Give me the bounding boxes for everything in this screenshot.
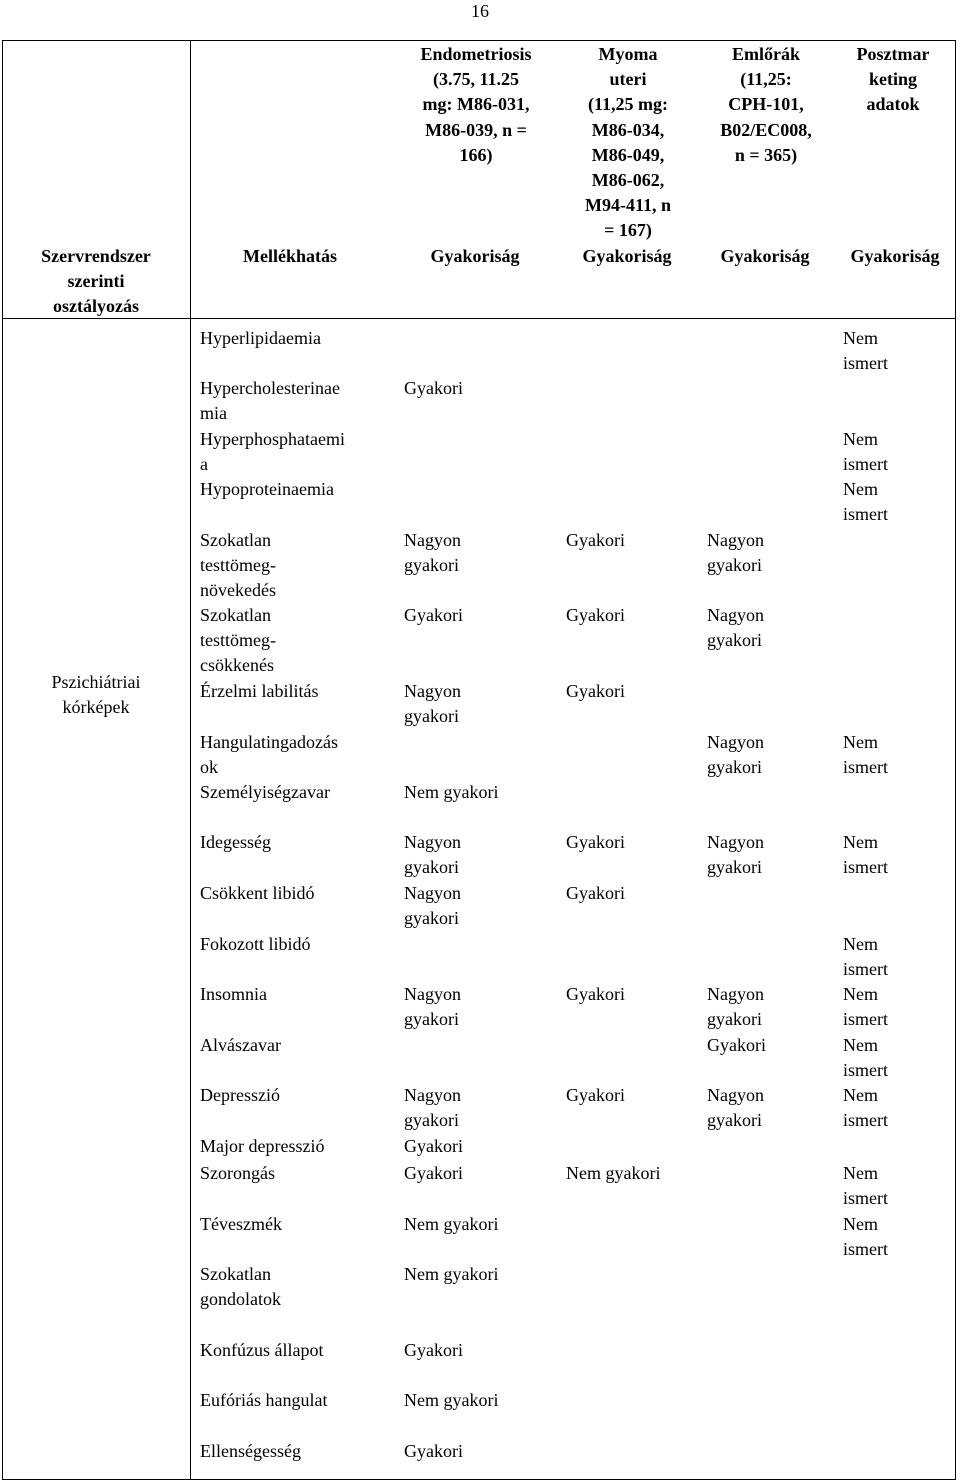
adverse-reaction-name: Ellenségesség	[200, 1441, 301, 1461]
frequency-breast-cancer: Gyakori	[707, 1035, 766, 1055]
frequency-endometriosis: Nagyon gyakori	[404, 883, 461, 929]
frequency-postmarketing: Nem ismert	[843, 1085, 888, 1131]
frequency-breast-cancer: Nagyon gyakori	[707, 984, 764, 1030]
adverse-reaction-name: Hangulatingadozás ok	[200, 732, 338, 778]
frequency-myoma: Gyakori	[566, 883, 625, 903]
frequency-postmarketing: Nem ismert	[843, 1214, 888, 1260]
frequency-myoma: Gyakori	[566, 832, 625, 852]
frequency-endometriosis: Gyakori	[404, 1441, 463, 1461]
frequency-endometriosis: Nagyon gyakori	[404, 984, 461, 1030]
header-postmarketing: Posztmar keting adatok	[856, 44, 930, 115]
frequency-endometriosis: Nem gyakori	[404, 1264, 499, 1284]
frequency-breast-cancer: Nagyon gyakori	[707, 732, 764, 778]
adverse-reaction-name: Hypercholesterinae mia	[200, 378, 340, 424]
adverse-reaction-name: Idegesség	[200, 832, 271, 852]
adverse-reaction-name: Szokatlan testtömeg- növekedés	[200, 530, 276, 601]
adverse-reaction-name: Szokatlan gondolatok	[200, 1264, 281, 1310]
frequency-postmarketing: Nem ismert	[843, 1035, 888, 1081]
frequency-breast-cancer: Nagyon gyakori	[707, 605, 764, 651]
header-myoma-uteri: Myoma uteri (11,25 mg: M86-034, M86-049, M86-062, M94-411, n = 167)	[584, 44, 671, 241]
frequency-myoma: Gyakori	[566, 530, 625, 550]
adverse-reaction-name: Szokatlan testtömeg- csökkenés	[200, 605, 276, 676]
frequency-postmarketing: Nem ismert	[843, 934, 888, 980]
frequency-endometriosis: Gyakori	[404, 1163, 463, 1183]
frequency-myoma: Gyakori	[566, 984, 625, 1004]
adverse-reaction-name: Hyperlipidaemia	[200, 328, 321, 348]
header-frequency-breast: Gyakoriság	[720, 246, 810, 266]
header-organ-class: Szervrendszer szerinti osztályozás	[41, 246, 151, 317]
frequency-postmarketing: Nem ismert	[843, 479, 888, 525]
page-number: 16	[471, 1, 489, 21]
frequency-postmarketing: Nem ismert	[843, 1163, 888, 1209]
adverse-reaction-name: Téveszmék	[200, 1214, 282, 1234]
frequency-endometriosis: Nagyon gyakori	[404, 681, 461, 727]
column-divider	[190, 40, 191, 1480]
frequency-endometriosis: Gyakori	[404, 605, 463, 625]
adverse-reaction-name: Major depresszió	[200, 1136, 325, 1156]
frequency-endometriosis: Nem gyakori	[404, 782, 499, 802]
header-side-effect: Mellékhatás	[243, 246, 337, 266]
adverse-reaction-name: Személyiségzavar	[200, 782, 330, 802]
header-frequency-myoma: Gyakoriság	[582, 246, 672, 266]
frequency-endometriosis: Gyakori	[404, 1136, 463, 1156]
frequency-breast-cancer: Nagyon gyakori	[707, 1085, 764, 1131]
adverse-reaction-name: Eufóriás hangulat	[200, 1390, 328, 1410]
frequency-endometriosis: Nagyon gyakori	[404, 832, 461, 878]
frequency-endometriosis: Gyakori	[404, 378, 463, 398]
frequency-myoma: Gyakori	[566, 681, 625, 701]
adverse-reaction-name: Hyperphosphataemi a	[200, 429, 345, 475]
frequency-postmarketing: Nem ismert	[843, 832, 888, 878]
frequency-postmarketing: Nem ismert	[843, 984, 888, 1030]
frequency-endometriosis: Gyakori	[404, 1340, 463, 1360]
frequency-breast-cancer: Nagyon gyakori	[707, 832, 764, 878]
adverse-reaction-name: Alvászavar	[200, 1035, 281, 1055]
adverse-reaction-name: Hypoproteinaemia	[200, 479, 334, 499]
frequency-myoma: Gyakori	[566, 1085, 625, 1105]
frequency-endometriosis: Nagyon gyakori	[404, 530, 461, 576]
frequency-endometriosis: Nem gyakori	[404, 1390, 499, 1410]
header-frequency-endometriosis: Gyakoriság	[430, 246, 520, 266]
frequency-myoma: Nem gyakori	[566, 1163, 661, 1183]
adverse-reaction-name: Csökkent libidó	[200, 883, 315, 903]
adverse-reaction-name: Depresszió	[200, 1085, 280, 1105]
header-endometriosis: Endometriosis (3.75, 11.25 mg: M86-031, M86-039, n = 166)	[420, 44, 532, 165]
adverse-reaction-name: Érzelmi labilitás	[200, 681, 319, 701]
frequency-myoma: Gyakori	[566, 605, 625, 625]
header-frequency-postmarketing: Gyakoriság	[850, 246, 940, 266]
adverse-reaction-name: Insomnia	[200, 984, 267, 1004]
frequency-postmarketing: Nem ismert	[843, 328, 888, 374]
frequency-breast-cancer: Nagyon gyakori	[707, 530, 764, 576]
frequency-postmarketing: Nem ismert	[843, 732, 888, 778]
section-label-psychiatric: Pszichiátriai kórképek	[51, 672, 141, 718]
adverse-reaction-name: Konfúzus állapot	[200, 1340, 324, 1360]
frequency-postmarketing: Nem ismert	[843, 429, 888, 475]
frequency-endometriosis: Nagyon gyakori	[404, 1085, 461, 1131]
adverse-reaction-name: Fokozott libidó	[200, 934, 311, 954]
adverse-reaction-name: Szorongás	[200, 1163, 275, 1183]
header-breast-cancer: Emlőrák (11,25: CPH-101, B02/EC008, n = 365)	[720, 44, 812, 165]
frequency-endometriosis: Nem gyakori	[404, 1214, 499, 1234]
